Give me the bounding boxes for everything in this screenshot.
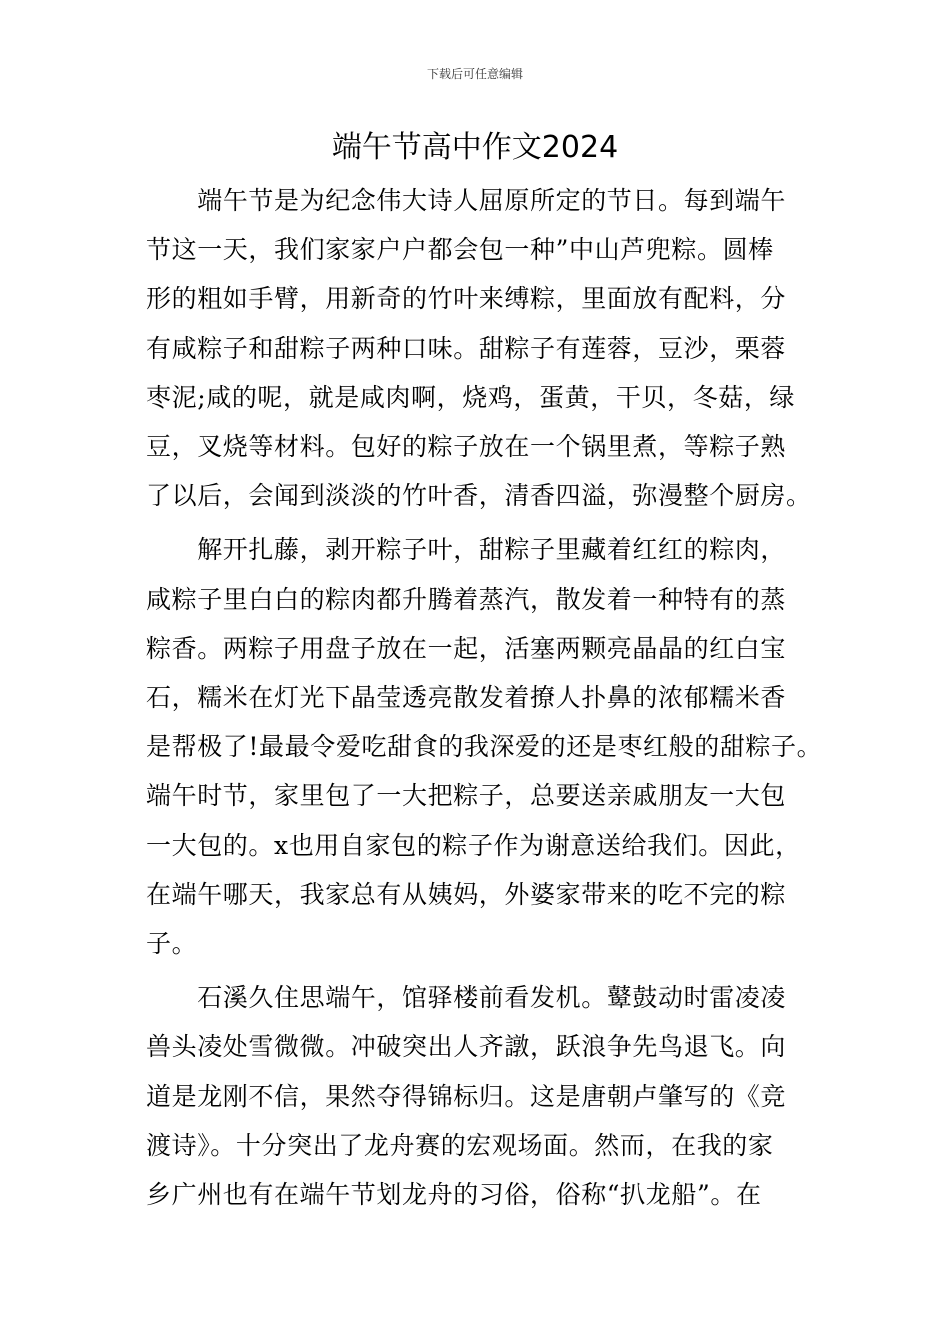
text-line: 渡诗》。十分突出了龙舟赛的宏观场面。然而，在我的家 — [146, 1130, 774, 1160]
paragraph-1 — [146, 176, 826, 520]
text-line: 解开扎藤，剥开粽子叶，甜粽子里藏着红红的粽肉， — [146, 535, 787, 565]
text-line: 石，糯米在灯光下晶莹透亮散发着撩人扑鼻的浓郁糯米香 — [146, 683, 787, 713]
text-line: 粽香。两粽子用盘子放在一起，活塞两颗亮晶晶的红白宝 — [146, 633, 787, 663]
text-line: 石溪久住思端午，馆驿楼前看发机。鼙鼓动时雷凌凌 — [146, 983, 787, 1013]
document-body — [146, 176, 826, 1219]
text-line: 道是龙刚不信，果然夺得锦标归。这是唐朝卢肇写的《竞 — [146, 1081, 787, 1111]
text-line: 有咸粽子和甜粽子两种口味。甜粽子有莲蓉，豆沙，栗蓉 — [146, 333, 787, 363]
text-line: 了以后，会闻到淡淡的竹叶香，清香四溢，弥漫整个厨房。 — [146, 481, 812, 511]
text-line: 咸粽子里白白的粽肉都升腾着蒸汽，散发着一种特有的蒸 — [146, 584, 787, 614]
text-line: 端午时节，家里包了一大把粽子，总要送亲戚朋友一大包 — [146, 781, 787, 811]
paragraph-3 — [146, 973, 826, 1219]
document-title: 端午节高中作文2024 — [331, 130, 619, 165]
text-line: 枣泥;咸的呢，就是咸肉啊，烧鸡，蛋黄，干贝，冬菇，绿 — [146, 382, 796, 412]
text-line: 兽头凌处雪微微。冲破突出人齐譈，跃浪争先鸟退飞。向 — [146, 1032, 787, 1062]
paragraph-2 — [146, 525, 826, 968]
text-line: 子。 — [146, 929, 198, 959]
text-line: 节这一天，我们家家户户都会包一种”中山芦兜粽。圆棒 — [146, 235, 774, 265]
text-line: 在端午哪天，我家总有从姨妈，外婆家带来的吃不完的粽 — [146, 879, 787, 909]
text-line: 乡广州也有在端午节划龙舟的习俗，俗称“扒龙船”。在 — [146, 1180, 762, 1210]
text-line: 是帮极了!最最令爱吃甜食的我深爱的还是枣红般的甜粽子。 — [146, 732, 823, 762]
header-note: 下载后可任意编辑 — [426, 67, 523, 81]
text-line: 端午节是为纪念伟大诗人屈原所定的节日。每到端午 — [146, 186, 787, 215]
text-line: 形的粗如手臂，用新奇的竹叶来缚粽，里面放有配料，分 — [146, 284, 787, 314]
text-line: 一大包的。x也用自家包的粽子作为谢意送给我们。因此， — [146, 830, 801, 860]
text-line: 豆，叉烧等材料。包好的粽子放在一个锅里煮，等粽子熟 — [146, 432, 787, 462]
